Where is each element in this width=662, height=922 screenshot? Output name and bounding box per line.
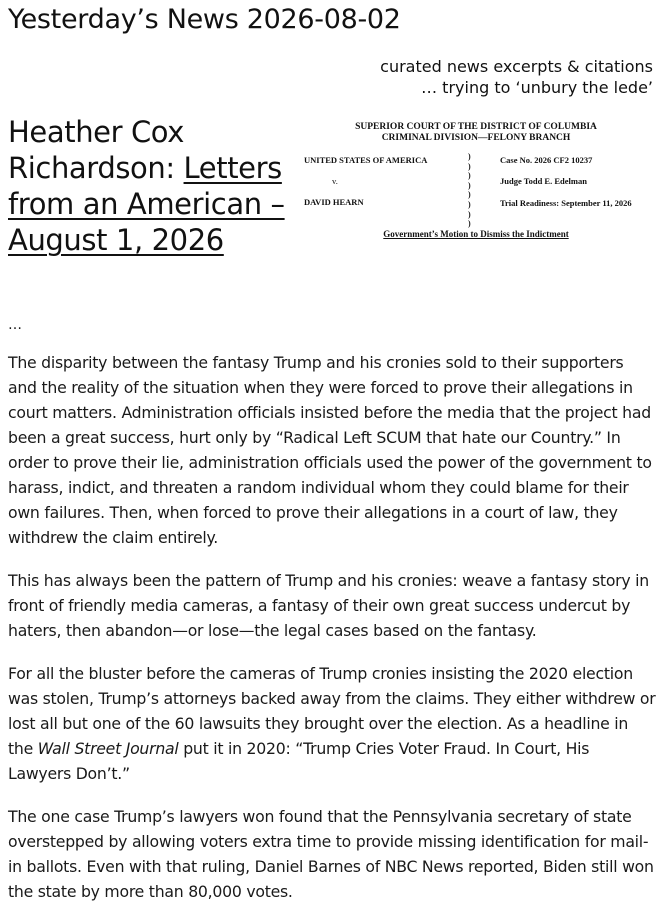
- publication-name: Wall Street Journal: [37, 739, 179, 758]
- post-title-author: Heather Cox Richardson:: [8, 115, 185, 185]
- post-title: [8, 114, 298, 258]
- plaintiff-name: UNITED STATES OF AMERICA: [304, 155, 428, 165]
- case-number: Case No. 2026 CF2 10237: [500, 155, 593, 165]
- article-paragraph-2: This has always been the pattern of Trump and his cronies: weave a fantasy story in front of friendly media cameras, a fantasy of their own great success undercut by haters, then abandon—or lose—the legal cases based on the fantasy.: [8, 571, 649, 640]
- caption-brackets: ) ) ) ) ) ) ) ): [468, 152, 471, 229]
- article-paragraph-4: The one case Trump’s lawyers won found that the Pennsylvania secretary of state overstepped by allowing voters extra time to provide missing identification for mail-in ballots. Even with that ruling, Daniel Barnes of NBC News reported, Biden still won the state by more than 80,000 votes.: [8, 807, 654, 901]
- tagline-line-1: curated news excerpts & citations: [380, 57, 653, 76]
- article-paragraph-1: The disparity between the fantasy Trump and his cronies sold to their supporters and the reality of the situation when they were forced to prove their allegations in court matters. Administration officials insisted before the media that the project had been a great success, hurt only by “Radical Left SCUM that hate our Country.” In order to prove their lie, administration officials used the power of the government to harass, indict, and threaten a random individual whom they could blame for their own failures. Then, when forced to prove their allegations in a court of law, they withdrew the claim entirely.: [8, 353, 652, 547]
- court-document-image: [301, 118, 651, 248]
- court-name: SUPERIOR COURT OF THE DISTRICT OF COLUMBIA: [355, 122, 597, 132]
- article-paragraph-3: [8, 661, 656, 786]
- versus-label: v.: [332, 176, 338, 186]
- court-heading: [301, 122, 651, 144]
- article-ellipsis: …: [8, 317, 22, 333]
- article-body: [8, 318, 656, 922]
- motion-title: Government’s Motion to Dismiss the Indictment: [383, 229, 569, 239]
- defendant-name: DAVID HEARN: [304, 197, 364, 207]
- site-title[interactable]: Yesterday’s News 2026-08-02: [8, 4, 401, 35]
- judge-name: Judge Todd E. Edelman: [500, 176, 587, 186]
- site-tagline: [380, 56, 653, 98]
- paragraph-3-text-end: put it in 2020: “Trump Cries Voter Fraud. In Court, His Lawyers Don’t.”: [8, 739, 590, 783]
- paragraph-3-text-start: For all the bluster before the cameras of Trump cronies insisting the 2020 election was stolen, Trump’s attorneys backed away from the claims. They either withdrew or lost all but one of the 60 lawsuits they brought over the election. As a headline in the: [8, 664, 656, 758]
- post-title-link[interactable]: Letters from an American – August 1, 2026: [8, 151, 285, 257]
- court-division: CRIMINAL DIVISION—FELONY BRANCH: [381, 133, 571, 143]
- tagline-line-2: … trying to ‘unbury the lede’: [421, 78, 653, 97]
- trial-readiness-date: Trial Readiness: September 11, 2026: [500, 198, 632, 208]
